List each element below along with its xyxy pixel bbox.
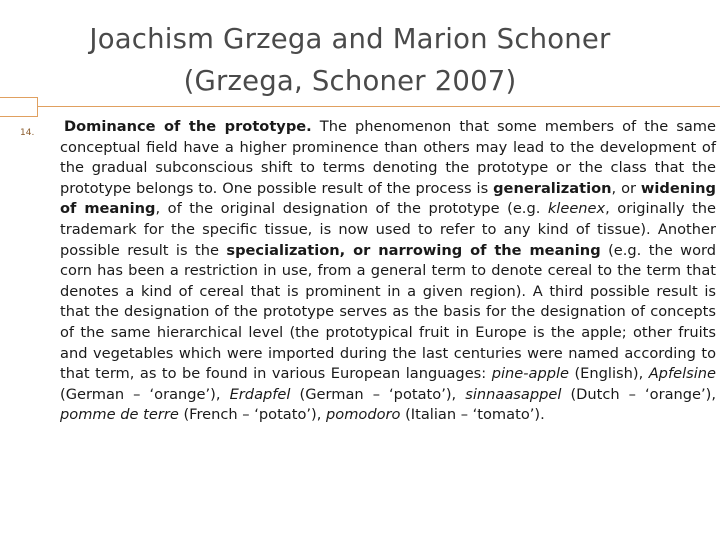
text-run: (German – ‘orange’), [60,385,230,403]
item-number: 14. [20,128,35,138]
italic-term: pine-apple [491,365,570,383]
italic-term: sinnaasappel [465,385,562,403]
bold-term: generalization [493,179,612,197]
title-line-2: (Grzega, Schoner 2007) [183,65,517,97]
text-run: , of the original designation of the prototype (e.g. [155,200,548,218]
accent-box [0,97,38,117]
slide-title [40,18,660,102]
italic-term: Apfelsine [648,365,717,383]
text-run: (French – ‘potato’), [178,406,326,424]
bold-term: widening of meaning [60,179,716,218]
text-run: (e.g. the word corn has been a restriction in use, from a general term to denote cereal to the term that denotes a kind of cereal that is prominent in a given region). A third possible result is that the designation of the prototype serves as the basis for the designation of concepts of the same hierarchical level (the prototypical fruit in Europe is the apple; other fruits and vegetables which were imported during the last centuries were named according to that term, as to be found in various European languages: [60,241,717,383]
text-run: (German – ‘potato’), [290,385,466,403]
text-run: (English), [569,365,649,383]
title-line-1: Joachism Grzega and Marion Schoner [89,23,611,55]
lead-term: Dominance of the prototype. [64,118,312,135]
italic-term: pomme de terre [60,406,179,424]
body-paragraph [60,117,716,426]
bold-term: specialization, or narrowing of the meaning [226,241,601,259]
text-run: (Dutch – ‘orange’), [561,385,717,403]
text-run: , or [611,179,641,197]
accent-divider [38,106,720,107]
text-run: (Italian – ‘tomato’). [400,406,545,424]
text-run: , originally the trademark for the specific tissue, is now used to refer to any kind of tissue). Another possible result is the [60,200,716,259]
italic-term: kleenex [547,200,606,218]
text-run: The phenomenon that some members of the same conceptual field have a higher prominence than others may lead to the development of the gradual subconscious shift to terms denoting the prototype or the class that the prototype belongs to. One possible result of the process is [60,118,716,197]
italic-term: Erdapfel [229,385,291,403]
italic-term: pomodoro [326,406,401,424]
